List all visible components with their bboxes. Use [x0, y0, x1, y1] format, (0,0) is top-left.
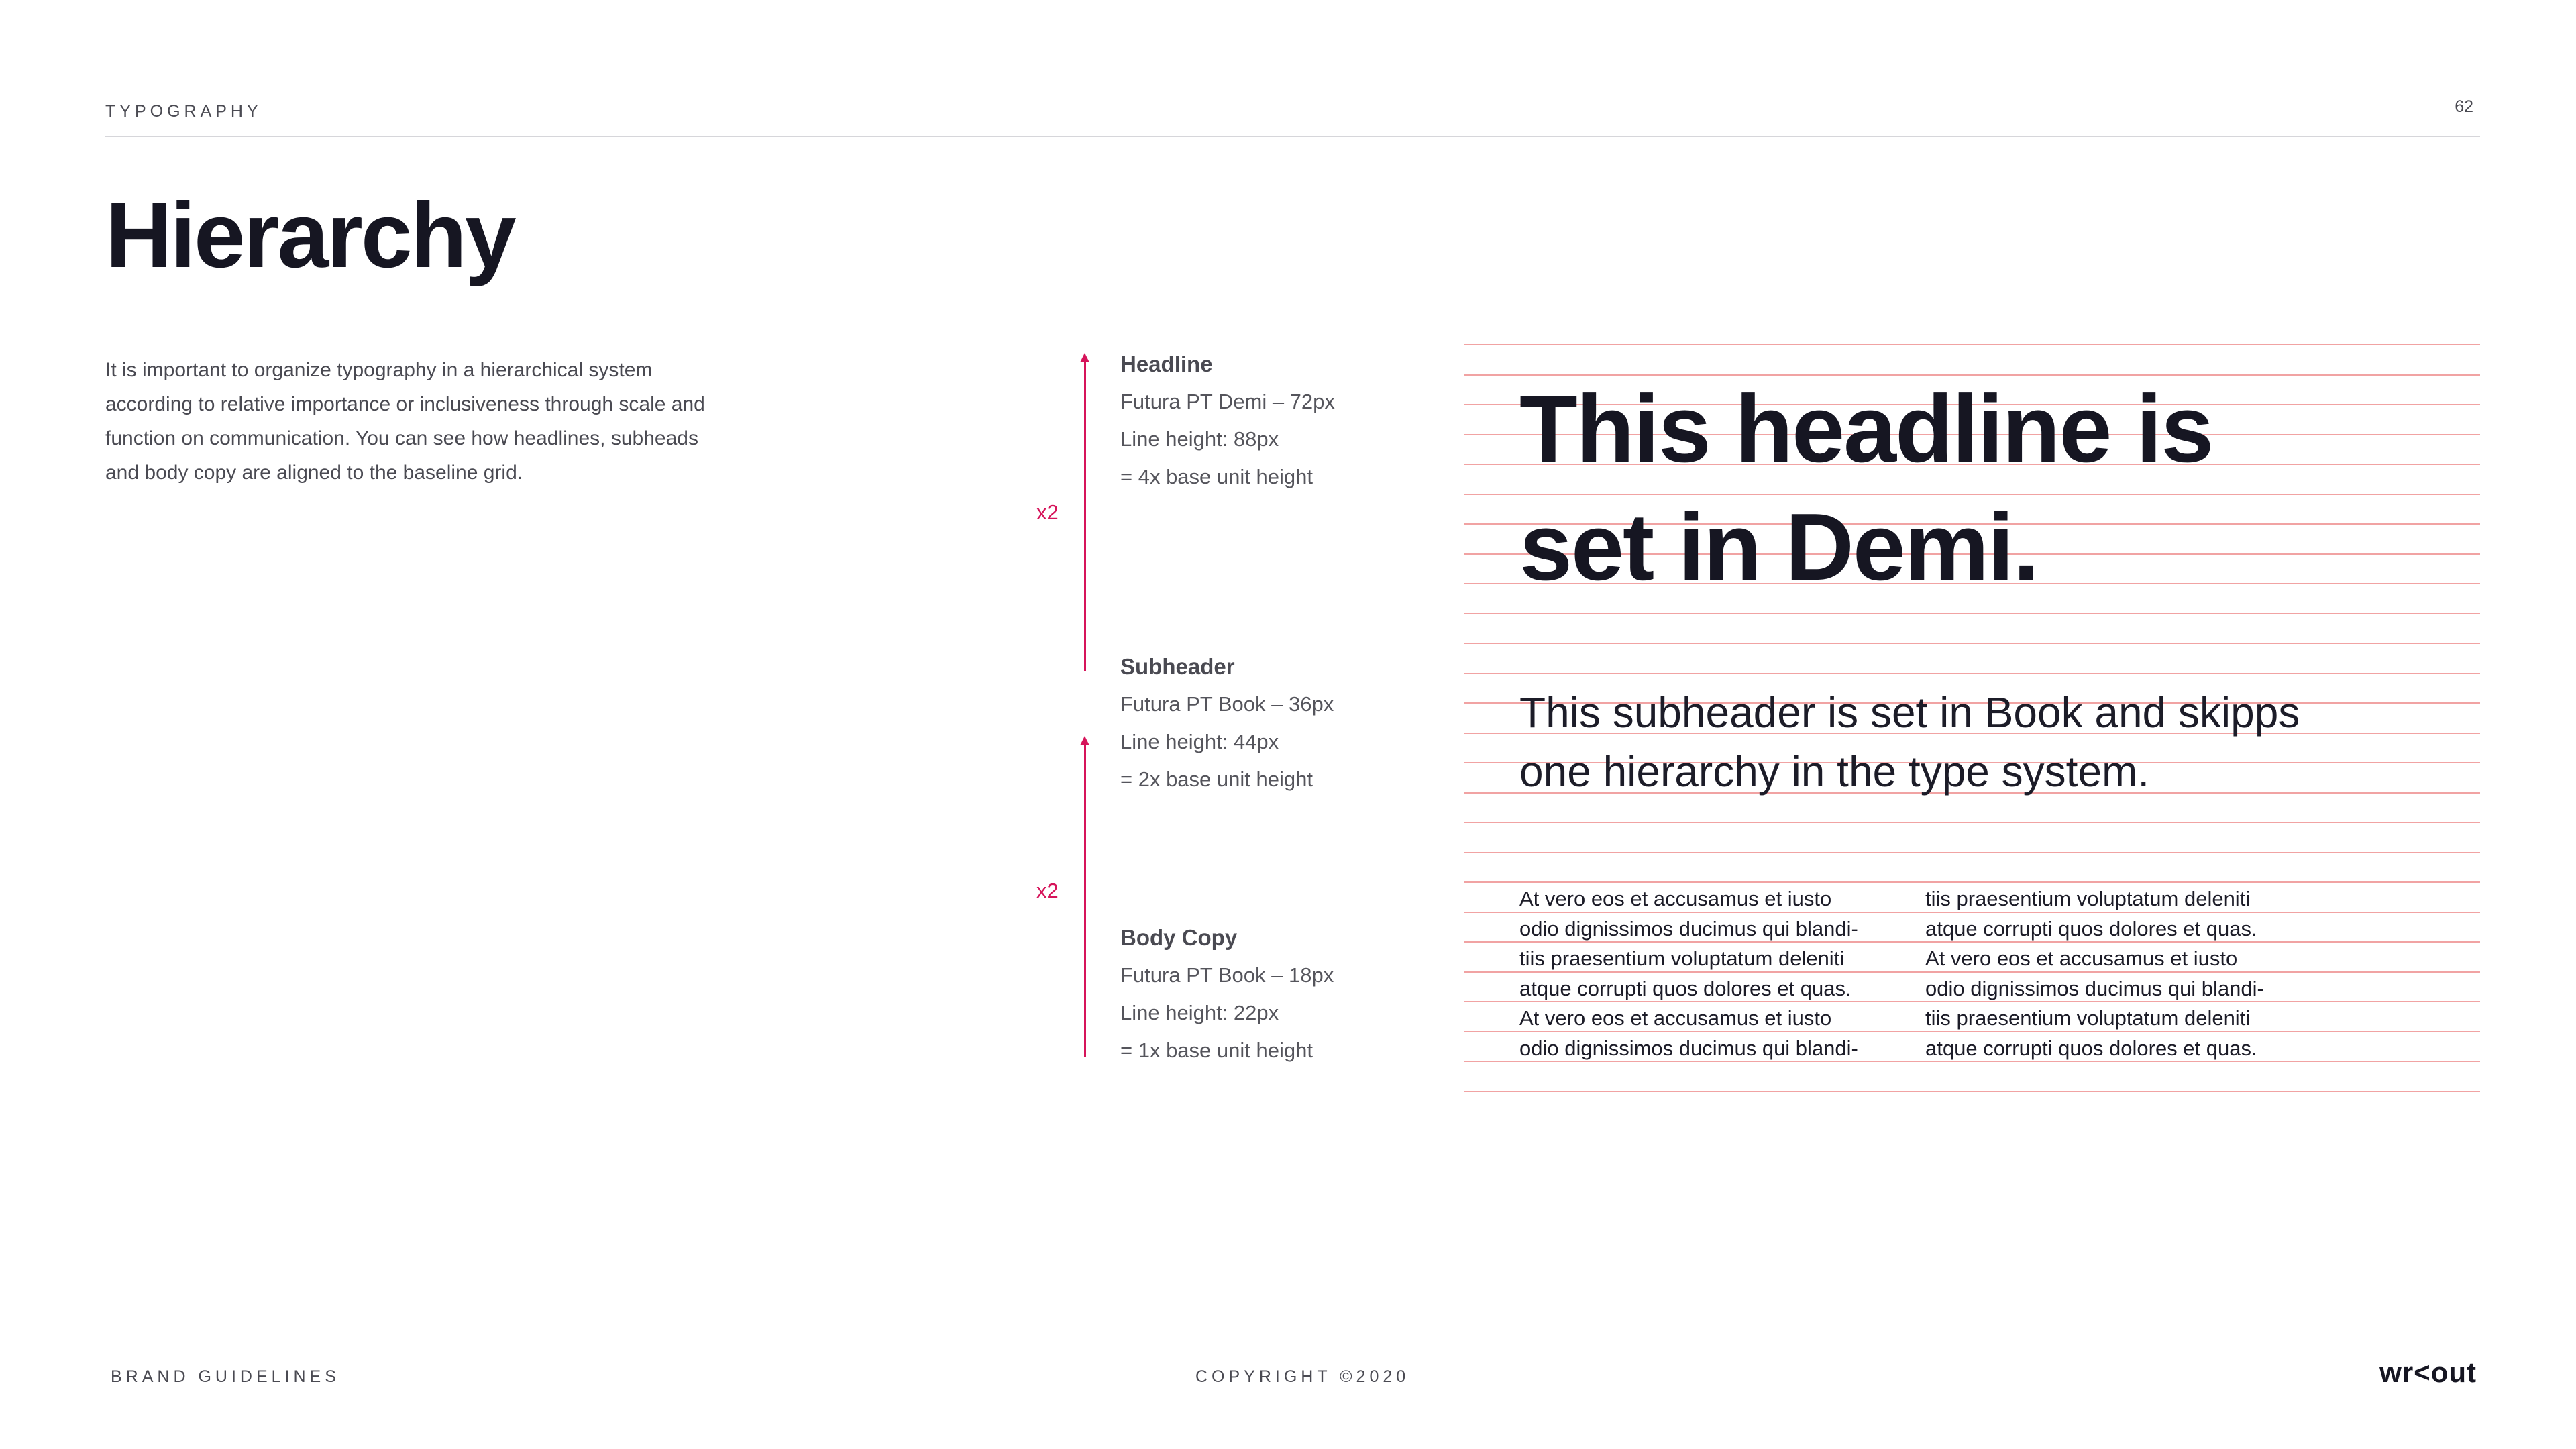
page-number: 62 [2455, 97, 2473, 116]
spec-line-height: Line height: 44px [1120, 730, 1279, 753]
sample-subheader-line: one hierarchy in the type system. [1519, 747, 2150, 796]
sample-subheader-line: This subheader is set in Book and skipps [1519, 688, 2300, 737]
footer-brand-guidelines: BRAND GUIDELINES [111, 1367, 340, 1386]
spec-units: = 2x base unit height [1120, 767, 1313, 791]
spec-line-height: Line height: 22px [1120, 1001, 1279, 1024]
spec-title: Body Copy [1120, 925, 1238, 950]
spec-line-height: Line height: 88px [1120, 427, 1279, 451]
spec-title: Headline [1120, 352, 1213, 376]
grid-line [1464, 643, 2480, 644]
sample-headline-line: This headline is [1519, 376, 2213, 482]
scale-arrow-line [1084, 361, 1086, 671]
scale-arrow-line [1084, 744, 1086, 1057]
spec-units: = 1x base unit height [1120, 1038, 1313, 1062]
spec-units: = 4x base unit height [1120, 465, 1313, 488]
sample-body-column-2: tiis praesentium voluptatum deleniti atque corrupti quos dolores et quas. At vero eos et accusamus et iusto odio dignissimos ducimus qui blandi- tiis praesentium voluptatum deleniti atque corrupti quos dolores et quas. [1925, 887, 2264, 1060]
spec-title: Subheader [1120, 654, 1235, 679]
spec-font: Futura PT Book – 36px [1120, 692, 1334, 716]
sample-subheader [1519, 683, 2300, 801]
sample-headline-line: set in Demi. [1519, 494, 2039, 600]
spec-headline [1120, 345, 1335, 496]
sample-body-column-1: At vero eos et accusamus et iusto odio dignissimos ducimus qui blandi- tiis praesentium voluptatum deleniti atque corrupti quos dolores et quas. At vero eos et accusamus et iusto odio dignissimos ducimus qui blandi- [1519, 887, 1858, 1060]
grid-line [1464, 1091, 2480, 1092]
section-label: TYPOGRAPHY [105, 102, 262, 121]
sample-headline [1519, 370, 2212, 606]
grid-line [1464, 822, 2480, 823]
spec-body-copy [1120, 919, 1334, 1069]
spec-subheader [1120, 648, 1334, 798]
scale-multiplier: x2 [1036, 879, 1059, 902]
footer-copyright: COPYRIGHT ©2020 [1195, 1367, 1410, 1386]
grid-line [1464, 344, 2480, 345]
page-title: Hierarchy [105, 184, 515, 287]
intro-paragraph: It is important to organize typography in a hierarchical system according to relative importance or inclusiveness through scale and function on communication. You can see how headlines, subheads and body copy are aligned to the baseline grid. [105, 359, 705, 484]
scale-multiplier: x2 [1036, 500, 1059, 524]
grid-line [1464, 881, 2480, 883]
grid-line [1464, 613, 2480, 614]
grid-line [1464, 852, 2480, 853]
spec-font: Futura PT Demi – 72px [1120, 390, 1335, 413]
spec-font: Futura PT Book – 18px [1120, 963, 1334, 987]
grid-line [1464, 673, 2480, 674]
brand-logo: wr<out [2379, 1356, 2477, 1388]
